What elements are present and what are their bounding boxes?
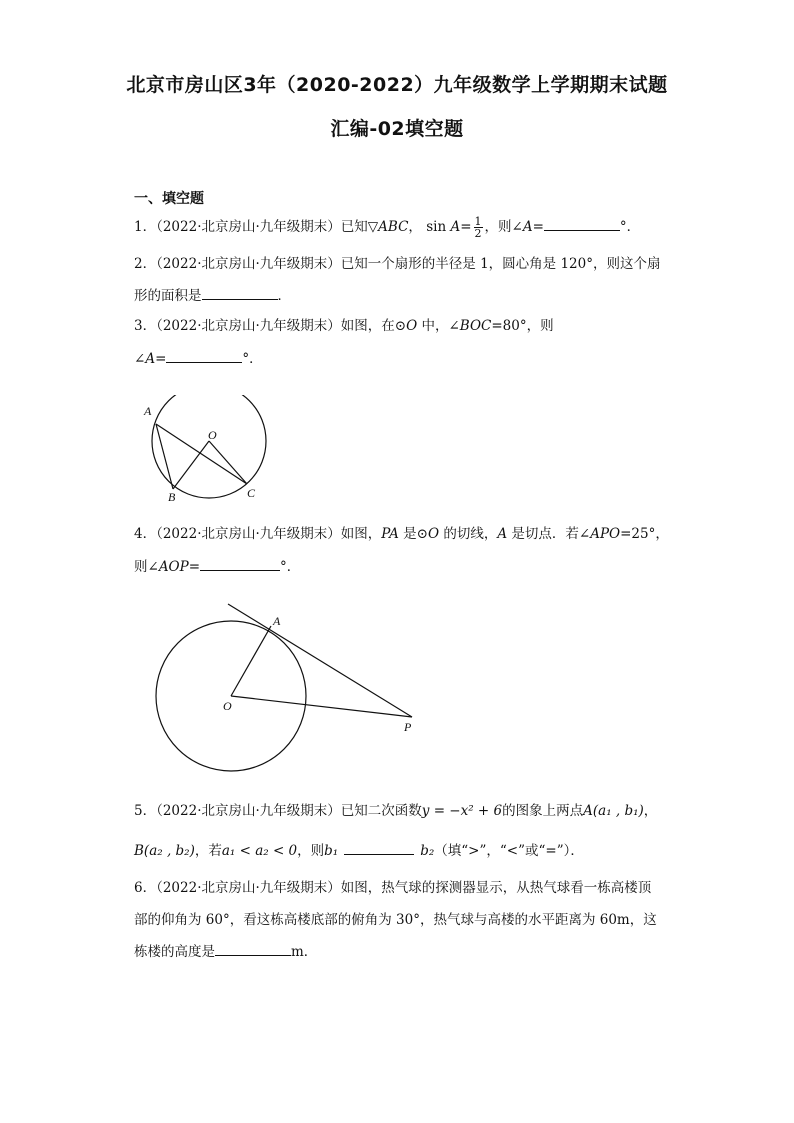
label-c: C — [247, 486, 256, 500]
question-6-line-1: 6．（2022·北京房山·九年级期末）如图，热气球的探测器显示，从热气球看一栋高楼顶 — [134, 880, 652, 896]
segment-op — [231, 696, 412, 717]
question-2-line-2: 形的面积是 ． — [134, 285, 291, 306]
question-6-line-2: 部的仰角为 60°，看这栋高楼底部的俯角为 30°，热气球与高楼的水平距离为 60m，这 — [134, 912, 657, 928]
question-5-line-1: 5．（2022·北京房山·九年级期末）已知二次函数y = −x² + 6的图象上两点A(a₁ , b₁)， — [134, 803, 658, 819]
answer-blank-2[interactable] — [202, 285, 278, 300]
label-p: P — [404, 720, 412, 734]
title-line-1: 北京市房山区3年（2020-2022）九年级数学上学期期末试题 — [126, 74, 668, 96]
question-4-line-2: 则∠AOP= °． — [134, 556, 300, 577]
answer-blank-5[interactable] — [344, 840, 414, 855]
question-5-line-2: B(a₂ , b₂)，若a₁ < a₂ < 0，则b₁ b₂（填“>”，“<”或“=”）． — [134, 840, 584, 861]
figure-circle-abc — [130, 395, 280, 510]
question-6-line-3: 栋楼的高度是 m． — [134, 941, 317, 962]
question-3-line-1: 3．（2022·北京房山·九年级期末）如图，在⊙O 中，∠BOC=80°，则 — [134, 318, 554, 334]
question-1: 1．（2022·北京房山·九年级期末）已知▽ABC， sin A= $\frac{1}{2}$ ，则∠A= °． — [134, 215, 641, 240]
title-line-2: 汇编-02填空题 — [330, 118, 464, 140]
answer-blank-3[interactable] — [166, 348, 242, 363]
label-a: A — [144, 404, 152, 418]
section-heading: 一、填空题 — [134, 191, 204, 207]
answer-blank-6[interactable] — [215, 941, 291, 956]
answer-blank-4[interactable] — [200, 556, 280, 571]
tangent-line — [228, 604, 412, 717]
answer-blank-1[interactable] — [544, 216, 620, 231]
label-b: B — [168, 490, 176, 504]
label-o: O — [223, 699, 232, 713]
circle-o — [152, 395, 266, 498]
question-3-line-2: ∠A= °． — [134, 348, 263, 369]
segment-ob — [173, 441, 209, 489]
fraction-one-half: $\frac{1}{2}$ — [474, 215, 482, 240]
label-o: O — [208, 428, 217, 442]
segment-oa — [231, 626, 271, 696]
label-a: A — [273, 614, 281, 628]
question-2-line-1: 2．（2022·北京房山·九年级期末）已知一个扇形的半径是 1，圆心角是 120°，则这个扇 — [134, 256, 661, 272]
question-4-line-1: 4．（2022·北京房山·九年级期末）如图，PA 是⊙O 的切线，A 是切点．若∠APO=25°， — [134, 526, 669, 542]
figure-tangent — [150, 598, 430, 788]
